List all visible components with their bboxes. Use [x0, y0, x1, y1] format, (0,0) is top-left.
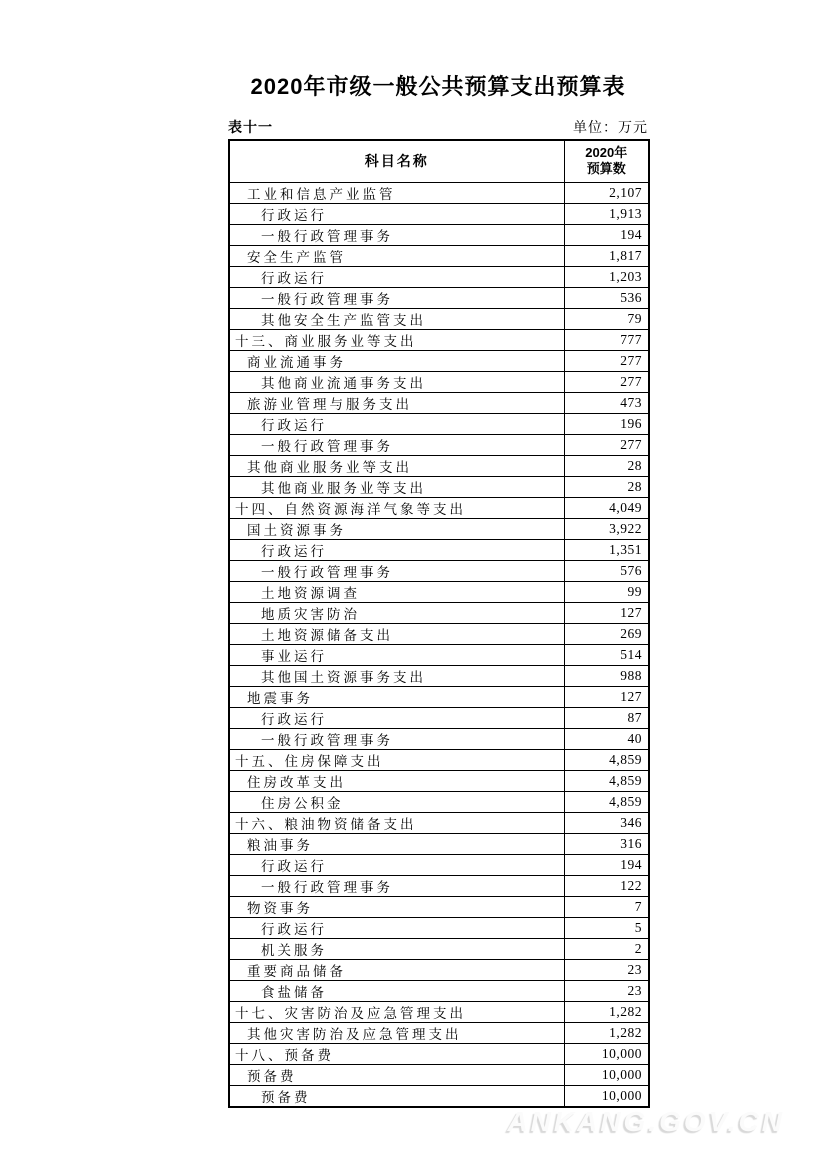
- budget-value-cell: 99: [564, 581, 649, 602]
- table-row: [229, 1043, 649, 1064]
- page-title: 2020年市级一般公共预算支出预算表: [250, 74, 626, 99]
- subject-name-cell: 十七、灾害防治及应急管理支出: [229, 1001, 564, 1022]
- subject-name-cell: 一般行政管理事务: [229, 287, 564, 308]
- budget-value-cell: 28: [564, 476, 649, 497]
- table-row: [229, 938, 649, 959]
- subject-name-cell: 粮油事务: [229, 833, 564, 854]
- budget-value-cell: 4,859: [564, 749, 649, 770]
- table-row: [229, 644, 649, 665]
- table-row: [229, 497, 649, 518]
- subject-name-cell: 土地资源储备支出: [229, 623, 564, 644]
- subject-name-cell: 十五、住房保障支出: [229, 749, 564, 770]
- site-watermark: ANKANG.GOV.CN: [507, 1106, 785, 1137]
- budget-value-cell: 4,049: [564, 497, 649, 518]
- subject-name-cell: 行政运行: [229, 266, 564, 287]
- column-header-budget-line2: 预算数: [586, 161, 626, 177]
- budget-value-cell: 777: [564, 329, 649, 350]
- subject-name-cell: 其他商业服务业等支出: [229, 455, 564, 476]
- subject-name-cell: 安全生产监管: [229, 245, 564, 266]
- subject-name-cell: 地震事务: [229, 686, 564, 707]
- budget-value-cell: 196: [564, 413, 649, 434]
- budget-value-cell: 2,107: [564, 182, 649, 203]
- unit-label: 单位：万元: [573, 121, 648, 136]
- budget-value-cell: 23: [564, 959, 649, 980]
- subject-name-cell: 十四、自然资源海洋气象等支出: [229, 497, 564, 518]
- table-row: [229, 686, 649, 707]
- subject-name-cell: 其他商业服务业等支出: [229, 476, 564, 497]
- subject-name-cell: 行政运行: [229, 917, 564, 938]
- table-row: [229, 812, 649, 833]
- budget-value-cell: 127: [564, 602, 649, 623]
- table-row: [229, 602, 649, 623]
- subject-name-cell: 行政运行: [229, 539, 564, 560]
- budget-table-header: [229, 140, 649, 182]
- budget-value-cell: 346: [564, 812, 649, 833]
- budget-value-cell: 28: [564, 455, 649, 476]
- budget-value-cell: 514: [564, 644, 649, 665]
- table-row: [229, 728, 649, 749]
- subject-name-cell: 商业流通事务: [229, 350, 564, 371]
- table-row: [229, 560, 649, 581]
- budget-value-cell: 1,351: [564, 539, 649, 560]
- budget-value-cell: 79: [564, 308, 649, 329]
- subject-name-cell: 物资事务: [229, 896, 564, 917]
- budget-value-cell: 1,282: [564, 1022, 649, 1043]
- subject-name-cell: 行政运行: [229, 707, 564, 728]
- table-row: [229, 581, 649, 602]
- table-row: [229, 1001, 649, 1022]
- subject-name-cell: 十六、粮油物资储备支出: [229, 812, 564, 833]
- table-row: [229, 245, 649, 266]
- table-row: [229, 392, 649, 413]
- budget-value-cell: 10,000: [564, 1043, 649, 1064]
- header-row: [229, 140, 649, 182]
- table-row: [229, 1064, 649, 1085]
- budget-value-cell: 194: [564, 854, 649, 875]
- subject-name-cell: 一般行政管理事务: [229, 434, 564, 455]
- subject-name-cell: 其他商业流通事务支出: [229, 371, 564, 392]
- budget-value-cell: 1,203: [564, 266, 649, 287]
- subject-name-cell: 事业运行: [229, 644, 564, 665]
- table-row: [229, 224, 649, 245]
- column-header-budget-line1: 2020年: [585, 145, 628, 161]
- subject-name-cell: 预备费: [229, 1085, 564, 1107]
- subject-name-cell: 工业和信息产业监管: [229, 182, 564, 203]
- table-row: [229, 749, 649, 770]
- subject-name-cell: 重要商品储备: [229, 959, 564, 980]
- budget-table: [228, 139, 650, 1108]
- subject-name-cell: 行政运行: [229, 854, 564, 875]
- subject-name-cell: 土地资源调查: [229, 581, 564, 602]
- table-row: [229, 329, 649, 350]
- subject-name-cell: 食盐储备: [229, 980, 564, 1001]
- table-row: [229, 917, 649, 938]
- budget-value-cell: 127: [564, 686, 649, 707]
- table-row: [229, 518, 649, 539]
- budget-value-cell: 277: [564, 434, 649, 455]
- subject-name-cell: 住房公积金: [229, 791, 564, 812]
- table-row: [229, 308, 649, 329]
- budget-value-cell: 87: [564, 707, 649, 728]
- table-row: [229, 707, 649, 728]
- table-row: [229, 1022, 649, 1043]
- table-row: [229, 896, 649, 917]
- table-number-label: 表十一: [228, 119, 273, 135]
- budget-value-cell: 269: [564, 623, 649, 644]
- table-row: [229, 287, 649, 308]
- table-row: [229, 455, 649, 476]
- table-row: [229, 791, 649, 812]
- table-row: [229, 770, 649, 791]
- subject-name-cell: 一般行政管理事务: [229, 728, 564, 749]
- table-row: [229, 539, 649, 560]
- table-row: [229, 959, 649, 980]
- subject-name-cell: 预备费: [229, 1064, 564, 1085]
- table-row: [229, 833, 649, 854]
- subject-name-cell: 机关服务: [229, 938, 564, 959]
- subject-name-cell: 一般行政管理事务: [229, 224, 564, 245]
- budget-value-cell: 316: [564, 833, 649, 854]
- table-meta-row: [228, 117, 648, 137]
- budget-value-cell: 5: [564, 917, 649, 938]
- table-row: [229, 203, 649, 224]
- subject-name-cell: 十三、商业服务业等支出: [229, 329, 564, 350]
- table-row: [229, 413, 649, 434]
- subject-name-cell: 国土资源事务: [229, 518, 564, 539]
- subject-name-cell: 旅游业管理与服务支出: [229, 392, 564, 413]
- budget-value-cell: 576: [564, 560, 649, 581]
- subject-name-cell: 一般行政管理事务: [229, 875, 564, 896]
- table-row: [229, 350, 649, 371]
- subject-name-cell: 行政运行: [229, 413, 564, 434]
- subject-name-cell: 一般行政管理事务: [229, 560, 564, 581]
- budget-value-cell: 473: [564, 392, 649, 413]
- subject-name-cell: 其他安全生产监管支出: [229, 308, 564, 329]
- budget-value-cell: 4,859: [564, 791, 649, 812]
- table-row: [229, 1085, 649, 1107]
- budget-value-cell: 988: [564, 665, 649, 686]
- subject-name-cell: 行政运行: [229, 203, 564, 224]
- column-header-budget: [564, 140, 649, 182]
- budget-value-cell: 40: [564, 728, 649, 749]
- budget-value-cell: 122: [564, 875, 649, 896]
- budget-value-cell: 2: [564, 938, 649, 959]
- subject-name-cell: 地质灾害防治: [229, 602, 564, 623]
- table-row: [229, 476, 649, 497]
- budget-value-cell: 277: [564, 350, 649, 371]
- table-row: [229, 980, 649, 1001]
- column-header-subject: 科目名称: [229, 140, 564, 182]
- budget-value-cell: 10,000: [564, 1085, 649, 1107]
- table-row: [229, 266, 649, 287]
- budget-value-cell: 10,000: [564, 1064, 649, 1085]
- table-row: [229, 434, 649, 455]
- budget-value-cell: 1,282: [564, 1001, 649, 1022]
- budget-value-cell: 4,859: [564, 770, 649, 791]
- subject-name-cell: 其他国土资源事务支出: [229, 665, 564, 686]
- budget-value-cell: 3,922: [564, 518, 649, 539]
- budget-value-cell: 1,913: [564, 203, 649, 224]
- table-row: [229, 623, 649, 644]
- budget-value-cell: 7: [564, 896, 649, 917]
- subject-name-cell: 其他灾害防治及应急管理支出: [229, 1022, 564, 1043]
- table-row: [229, 875, 649, 896]
- table-row: [229, 854, 649, 875]
- budget-value-cell: 23: [564, 980, 649, 1001]
- budget-value-cell: 536: [564, 287, 649, 308]
- document-content: [228, 0, 648, 1108]
- budget-value-cell: 194: [564, 224, 649, 245]
- table-row: [229, 665, 649, 686]
- budget-value-cell: 277: [564, 371, 649, 392]
- table-row: [229, 182, 649, 203]
- budget-table-body: [229, 182, 649, 1107]
- budget-value-cell: 1,817: [564, 245, 649, 266]
- table-row: [229, 371, 649, 392]
- subject-name-cell: 十八、预备费: [229, 1043, 564, 1064]
- subject-name-cell: 住房改革支出: [229, 770, 564, 791]
